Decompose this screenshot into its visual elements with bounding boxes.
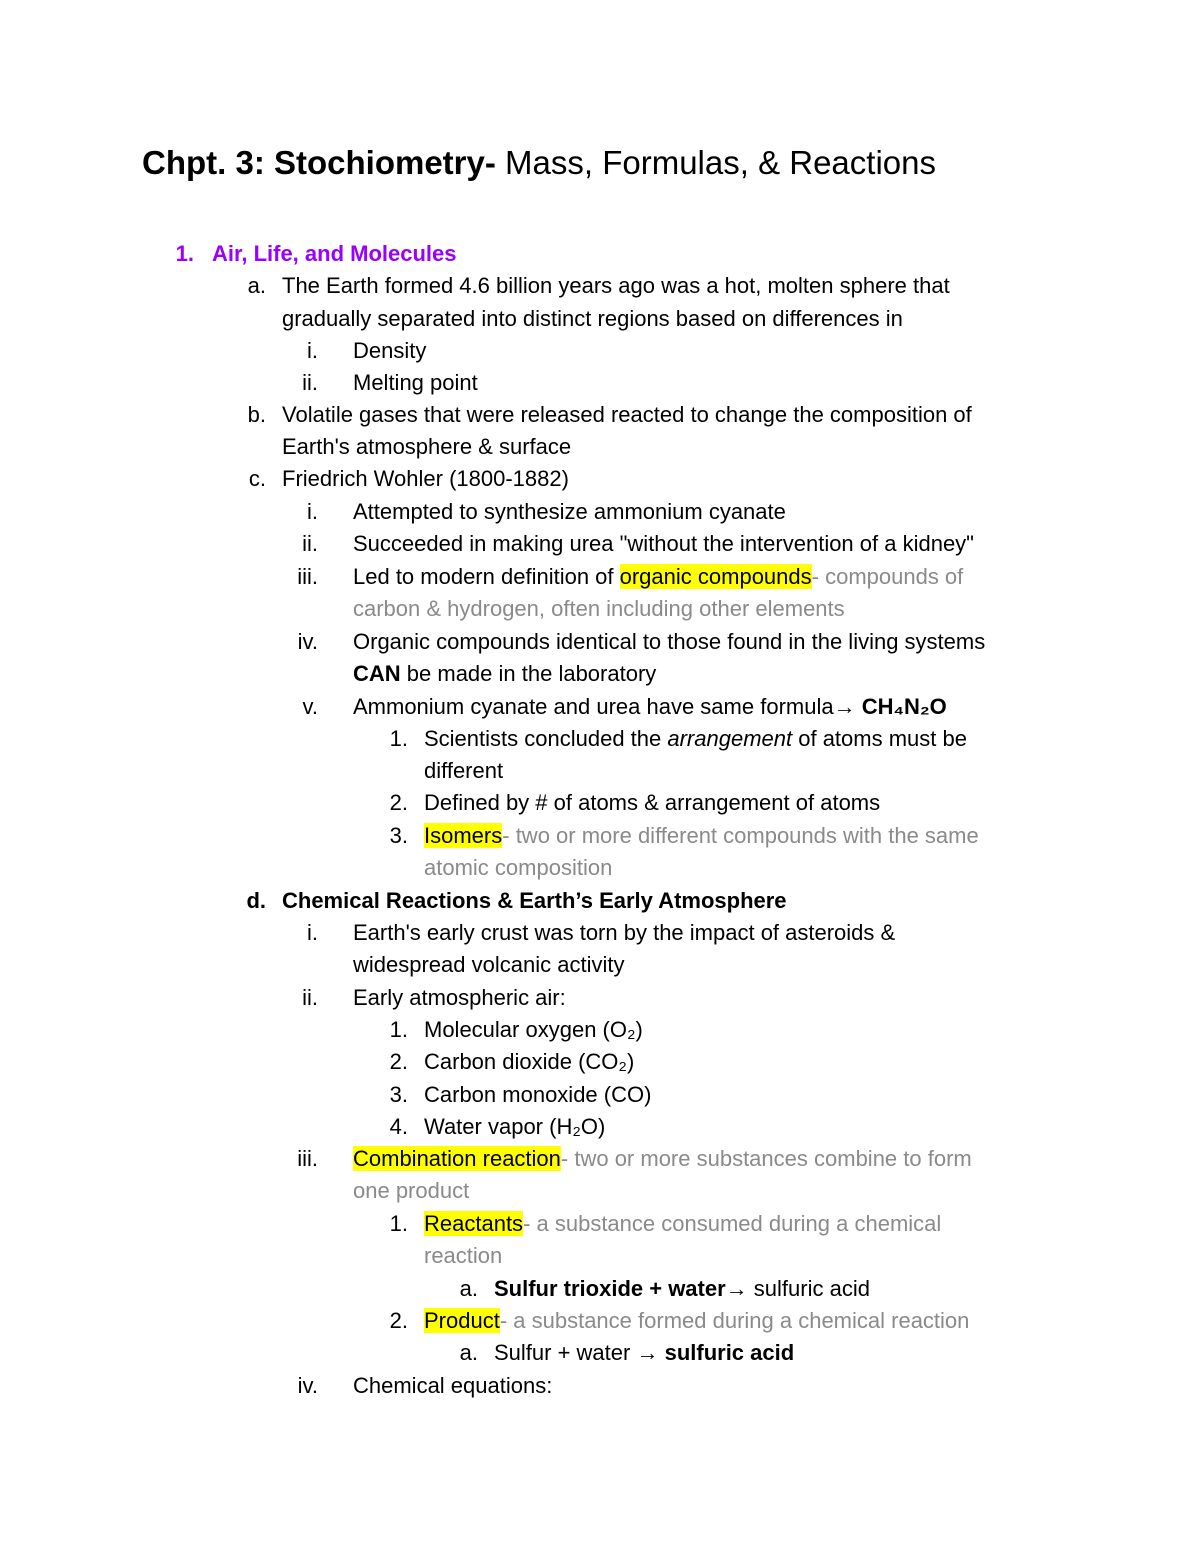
list-marker: d.	[246, 888, 266, 913]
text-span: Ammonium cyanate and urea have same formula→	[353, 694, 862, 719]
definition-text: one product	[353, 1178, 470, 1203]
list-marker: ii.	[302, 985, 318, 1010]
list-item-text: Organic compounds identical to those found in the living systems	[353, 629, 986, 654]
definition-text: - compounds of	[811, 564, 964, 589]
list-marker: 1.	[389, 1211, 408, 1236]
list-item-text: Earth's atmosphere & surface	[282, 434, 572, 459]
list-marker: i.	[307, 499, 318, 524]
list-item-text: Friedrich Wohler (1800-1882)	[282, 466, 569, 491]
list-item-text	[353, 691, 947, 723]
list-item-text: Defined by # of atoms & arrangement of atoms	[424, 790, 881, 815]
list-item-text	[424, 723, 967, 755]
list-item-text: Water vapor (H₂O)	[424, 1114, 606, 1139]
list-marker: c.	[248, 466, 266, 491]
list-marker: 1.	[389, 1017, 408, 1042]
list-item-text: Chemical equations:	[353, 1373, 553, 1398]
definition-text: reaction	[424, 1243, 503, 1268]
list-marker: v.	[302, 694, 318, 719]
text-span: of atoms must be	[792, 726, 967, 751]
list-marker: b.	[247, 402, 266, 427]
section-heading: Air, Life, and Molecules	[212, 241, 457, 266]
list-item-text	[353, 561, 963, 593]
list-marker: 2.	[389, 790, 408, 815]
definition-text: - two or more substances combine to form	[560, 1146, 972, 1171]
list-marker: 2.	[389, 1308, 408, 1333]
highlighted-term: Isomers	[424, 823, 503, 848]
list-marker: 1.	[175, 241, 194, 266]
text-span: Scientists concluded the	[424, 726, 668, 751]
list-item-text	[494, 1337, 794, 1369]
list-marker: a.	[459, 1276, 478, 1301]
list-item-text: Carbon dioxide (CO₂)	[424, 1049, 635, 1074]
list-item-text: widespread volcanic activity	[353, 952, 625, 977]
highlighted-term: Product	[424, 1308, 500, 1333]
list-item-text	[494, 1273, 870, 1305]
list-marker: 3.	[389, 823, 408, 848]
page-title	[142, 141, 936, 185]
list-marker: 1.	[389, 726, 408, 751]
bold-text: CAN	[353, 661, 401, 686]
list-item-text: different	[424, 758, 504, 783]
list-item-text: Early atmospheric air:	[353, 985, 566, 1010]
list-marker: iii.	[297, 1146, 318, 1171]
list-item-text: Carbon monoxide (CO)	[424, 1082, 652, 1107]
text-span: Led to modern definition of	[353, 564, 620, 589]
definition-text: - a substance formed during a chemical reaction	[499, 1308, 970, 1333]
list-marker: a.	[247, 273, 266, 298]
list-marker: 3.	[389, 1082, 408, 1107]
text-span: Sulfur + water →	[494, 1340, 665, 1365]
italic-text: arrangement	[667, 726, 793, 751]
text-span: be made in the laboratory	[400, 661, 657, 686]
text-span: → sulfuric acid	[725, 1276, 870, 1301]
list-marker: ii.	[302, 370, 318, 395]
list-item-text: Attempted to synthesize ammonium cyanate	[353, 499, 786, 524]
list-item-text: gradually separated into distinct regions based on differences in	[282, 306, 903, 331]
list-item-text: Volatile gases that were released reacted to change the composition of	[282, 402, 972, 427]
list-item-text: Succeeded in making urea "without the intervention of a kidney"	[353, 531, 974, 556]
highlighted-term: Reactants	[424, 1211, 524, 1236]
list-item-text	[353, 1143, 972, 1175]
highlighted-term: Combination reaction	[353, 1146, 561, 1171]
subsection-heading: Chemical Reactions & Earth’s Early Atmosphere	[282, 888, 787, 913]
list-marker: iv.	[297, 629, 318, 654]
chemical-formula: CH₄N₂O	[861, 694, 947, 719]
bold-text: Sulfur trioxide + water	[494, 1276, 726, 1301]
title-rest: Mass, Formulas, & Reactions	[495, 144, 936, 181]
bold-text: sulfuric acid	[664, 1340, 795, 1365]
definition-text: - two or more different compounds with the same	[502, 823, 979, 848]
list-marker: a.	[459, 1340, 478, 1365]
list-item-text	[424, 1208, 941, 1240]
list-item-text: Molecular oxygen (O₂)	[424, 1017, 643, 1042]
list-item-text: Earth's early crust was torn by the impact of asteroids &	[353, 920, 896, 945]
highlighted-term: organic compounds	[619, 564, 812, 589]
list-item-text: The Earth formed 4.6 billion years ago was a hot, molten sphere that	[282, 273, 950, 298]
title-bold: Chpt. 3: Stochiometry-	[142, 144, 496, 181]
list-marker: i.	[307, 338, 318, 363]
list-marker: 4.	[389, 1114, 408, 1139]
list-item-text: Density	[353, 338, 427, 363]
list-item-text	[424, 820, 979, 852]
list-item-text	[353, 658, 656, 690]
list-marker: ii.	[302, 531, 318, 556]
list-marker: iv.	[297, 1373, 318, 1398]
list-item-text: Melting point	[353, 370, 478, 395]
definition-text: carbon & hydrogen, often including other elements	[353, 596, 845, 621]
definition-text: - a substance consumed during a chemical	[523, 1211, 942, 1236]
list-marker: 2.	[389, 1049, 408, 1074]
definition-text: atomic composition	[424, 855, 613, 880]
list-marker: i.	[307, 920, 318, 945]
list-item-text	[424, 1305, 969, 1337]
list-marker: iii.	[297, 564, 318, 589]
